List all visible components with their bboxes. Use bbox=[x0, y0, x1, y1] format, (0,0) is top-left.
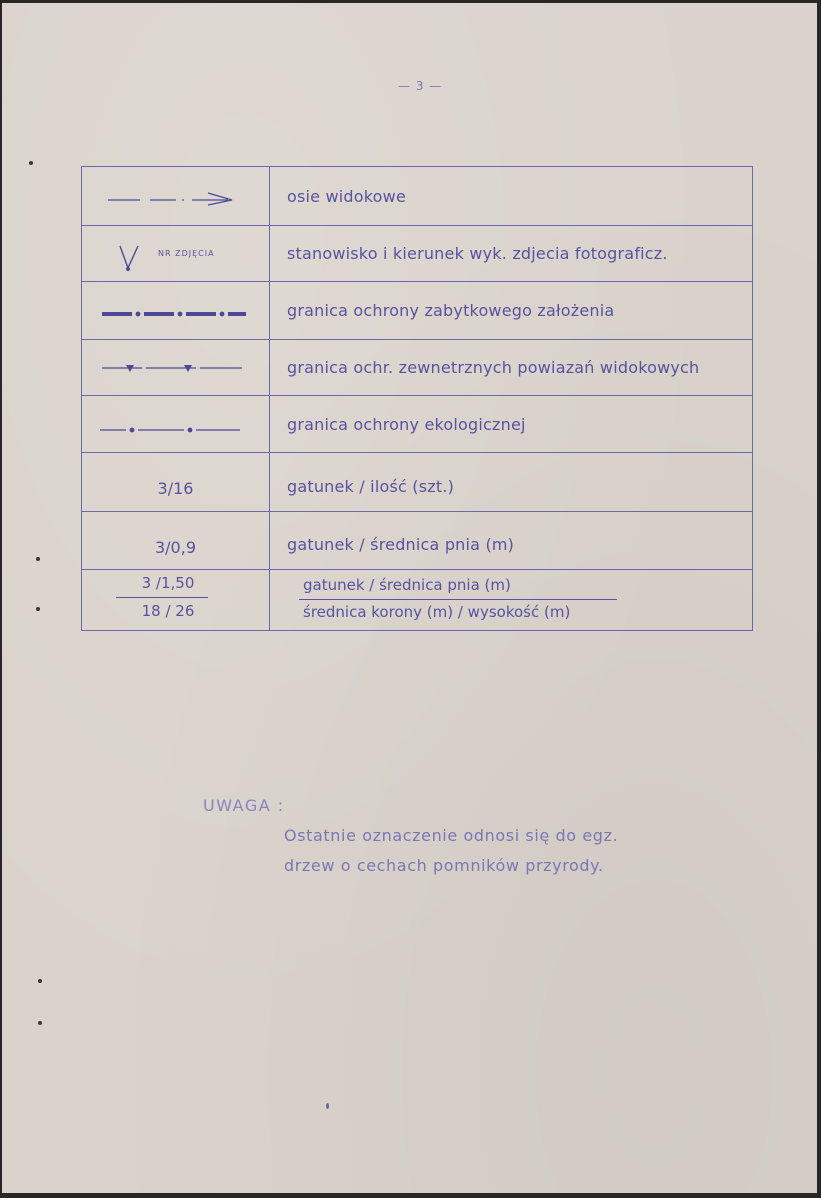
paper-speck bbox=[36, 557, 40, 561]
legend-symbol-cell bbox=[82, 396, 270, 452]
legend-row bbox=[81, 339, 753, 396]
fraction-line bbox=[116, 597, 208, 598]
fraction-top: 3 /1,50 bbox=[141, 574, 195, 592]
fraction-line bbox=[299, 599, 617, 600]
legend-symbol-cell bbox=[82, 570, 270, 630]
paper-speck bbox=[29, 161, 33, 165]
line-with-dots-icon bbox=[82, 396, 270, 454]
legend-description: osie widokowe bbox=[287, 186, 406, 206]
note-heading: UWAGA : bbox=[203, 796, 285, 815]
legend-row bbox=[81, 395, 753, 453]
paper-speck bbox=[38, 979, 42, 983]
paper-speck bbox=[36, 607, 40, 611]
legend-description: gatunek / średnica pnia (m) bbox=[287, 535, 515, 554]
legend-description-top: gatunek / średnica pnia (m) bbox=[303, 576, 511, 594]
legend-symbol-cell bbox=[82, 282, 270, 339]
fraction-bottom: 18 / 26 bbox=[141, 602, 195, 620]
legend-row bbox=[81, 452, 753, 512]
legend-description: granica ochrony zabytkowego założenia bbox=[287, 301, 615, 320]
photo-number-label: NR ZDJĘCIA bbox=[158, 249, 215, 258]
legend-row bbox=[81, 225, 753, 282]
legend-description: granica ochr. zewnetrznych powiazań widokowych bbox=[287, 358, 700, 377]
legend-row bbox=[81, 569, 753, 631]
document-page bbox=[2, 3, 817, 1193]
paper-speck bbox=[326, 1103, 329, 1109]
view-axis-arrow-icon bbox=[82, 167, 270, 227]
legend-description: granica ochrony ekologicznej bbox=[287, 414, 526, 434]
legend-symbol-cell bbox=[82, 167, 270, 225]
legend-row bbox=[81, 511, 753, 570]
line-with-triangles-icon bbox=[82, 340, 270, 397]
heavy-dash-dot-line-icon bbox=[82, 282, 270, 341]
paper-speck bbox=[38, 1021, 42, 1025]
note-line-2: drzew o cechach pomników przyrody. bbox=[284, 856, 604, 875]
legend-description-cell bbox=[287, 570, 752, 630]
legend-symbol-cell bbox=[82, 226, 270, 281]
legend-description: gatunek / ilość (szt.) bbox=[287, 476, 455, 496]
page-number: — 3 — bbox=[398, 79, 443, 93]
legend-description-bottom: średnica korony (m) / wysokość (m) bbox=[303, 603, 571, 621]
species-count-code: 3/16 bbox=[157, 479, 194, 498]
legend-description: stanowisko i kierunek wyk. zdjecia fotograficz. bbox=[287, 244, 668, 263]
legend-symbol-cell bbox=[82, 512, 270, 569]
species-diameter-code: 3/0,9 bbox=[154, 538, 196, 557]
legend-symbol-cell bbox=[82, 453, 270, 511]
legend-row bbox=[81, 166, 753, 226]
legend-row bbox=[81, 281, 753, 340]
legend-symbol-cell bbox=[82, 340, 270, 395]
note-line-1: Ostatnie oznaczenie odnosi się do egz. bbox=[284, 826, 619, 845]
